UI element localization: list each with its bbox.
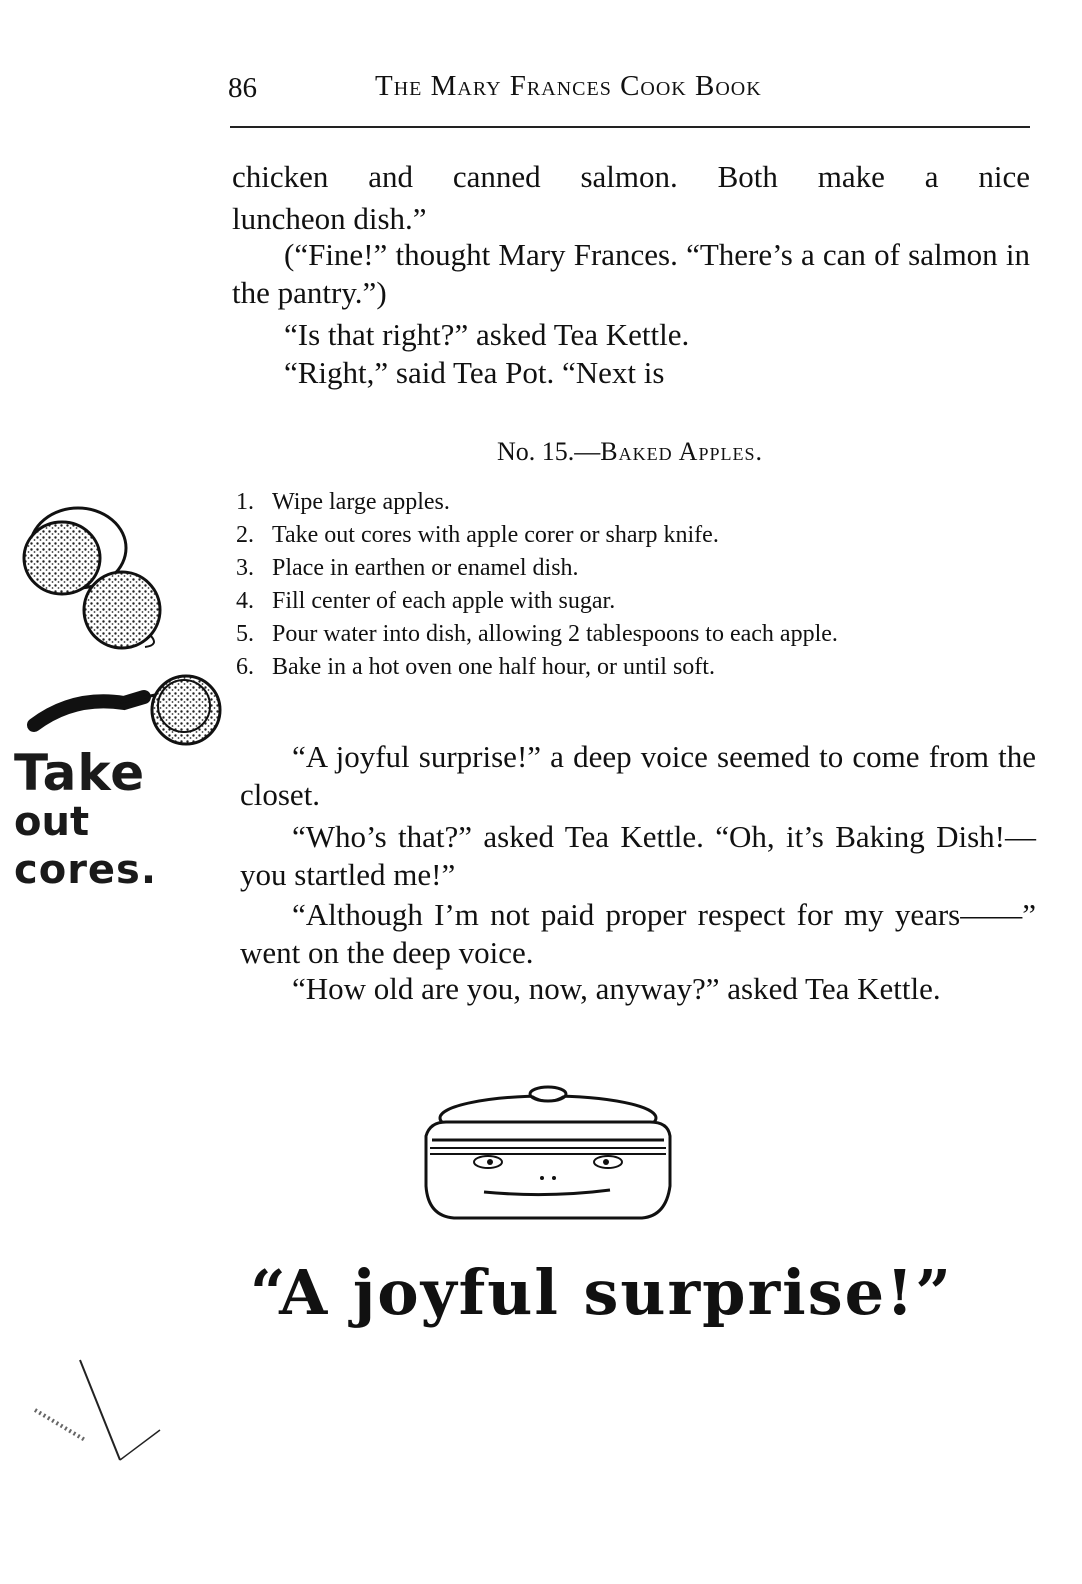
margin-marks — [20, 1350, 220, 1470]
baking-dish-illustration — [418, 1080, 678, 1230]
paragraph-continuation-end: luncheon dish.” — [232, 201, 427, 236]
running-title: The Mary Frances Cook Book — [375, 70, 762, 102]
recipe-step: 3. Place in earthen or enamel dish. — [236, 555, 579, 581]
recipe-number: No. 15.— — [497, 437, 601, 466]
side-caption-line: cores. — [14, 847, 158, 893]
paragraph-is-that-right: “Is that right?” asked Tea Kettle. — [284, 317, 690, 352]
recipe-step: 5. Pour water into dish, allowing 2 tablespoons to each apple. — [236, 621, 838, 647]
recipe-title — [230, 437, 1030, 467]
side-caption-line: out — [14, 799, 90, 845]
recipe-step: 6. Bake in a hot oven one half hour, or until soft. — [236, 654, 715, 680]
side-caption — [14, 744, 158, 893]
paragraph-joyful-surprise: “A joyful surprise!” a deep voice seemed to come from the closet. — [240, 739, 1036, 812]
paragraph-how-old: “How old are you, now, anyway?” asked Tea Kettle. — [292, 971, 941, 1006]
side-caption-line: Take — [14, 744, 146, 802]
recipe-step: 2. Take out cores with apple corer or sharp knife. — [236, 522, 719, 548]
recipe-name: Baked Apples. — [600, 437, 763, 466]
recipe-step: 1. Wipe large apples. — [236, 489, 450, 515]
paragraph-whos-that: “Who’s that?” asked Tea Kettle. “Oh, it’s Baking Dish!—you startled me!” — [240, 819, 1036, 892]
illustration-caption: “A joyful surprise!” — [250, 1256, 953, 1329]
page-number: 86 — [228, 72, 257, 104]
recipe-steps — [236, 486, 1016, 684]
recipe-step: 4. Fill center of each apple with sugar. — [236, 588, 616, 614]
paragraph-although: “Although I’m not paid proper respect for my years——” went on the deep voice. — [240, 897, 1036, 970]
header-rule — [230, 126, 1030, 128]
paragraph-right: “Right,” said Tea Pot. “Next is — [284, 355, 665, 390]
paragraph-continuation: chicken and canned salmon. Both make a nice — [232, 159, 1030, 194]
apple-halves-illustration — [0, 500, 230, 750]
paragraph-fine: (“Fine!” thought Mary Frances. “There’s a can of salmon in the pantry.”) — [232, 237, 1030, 310]
